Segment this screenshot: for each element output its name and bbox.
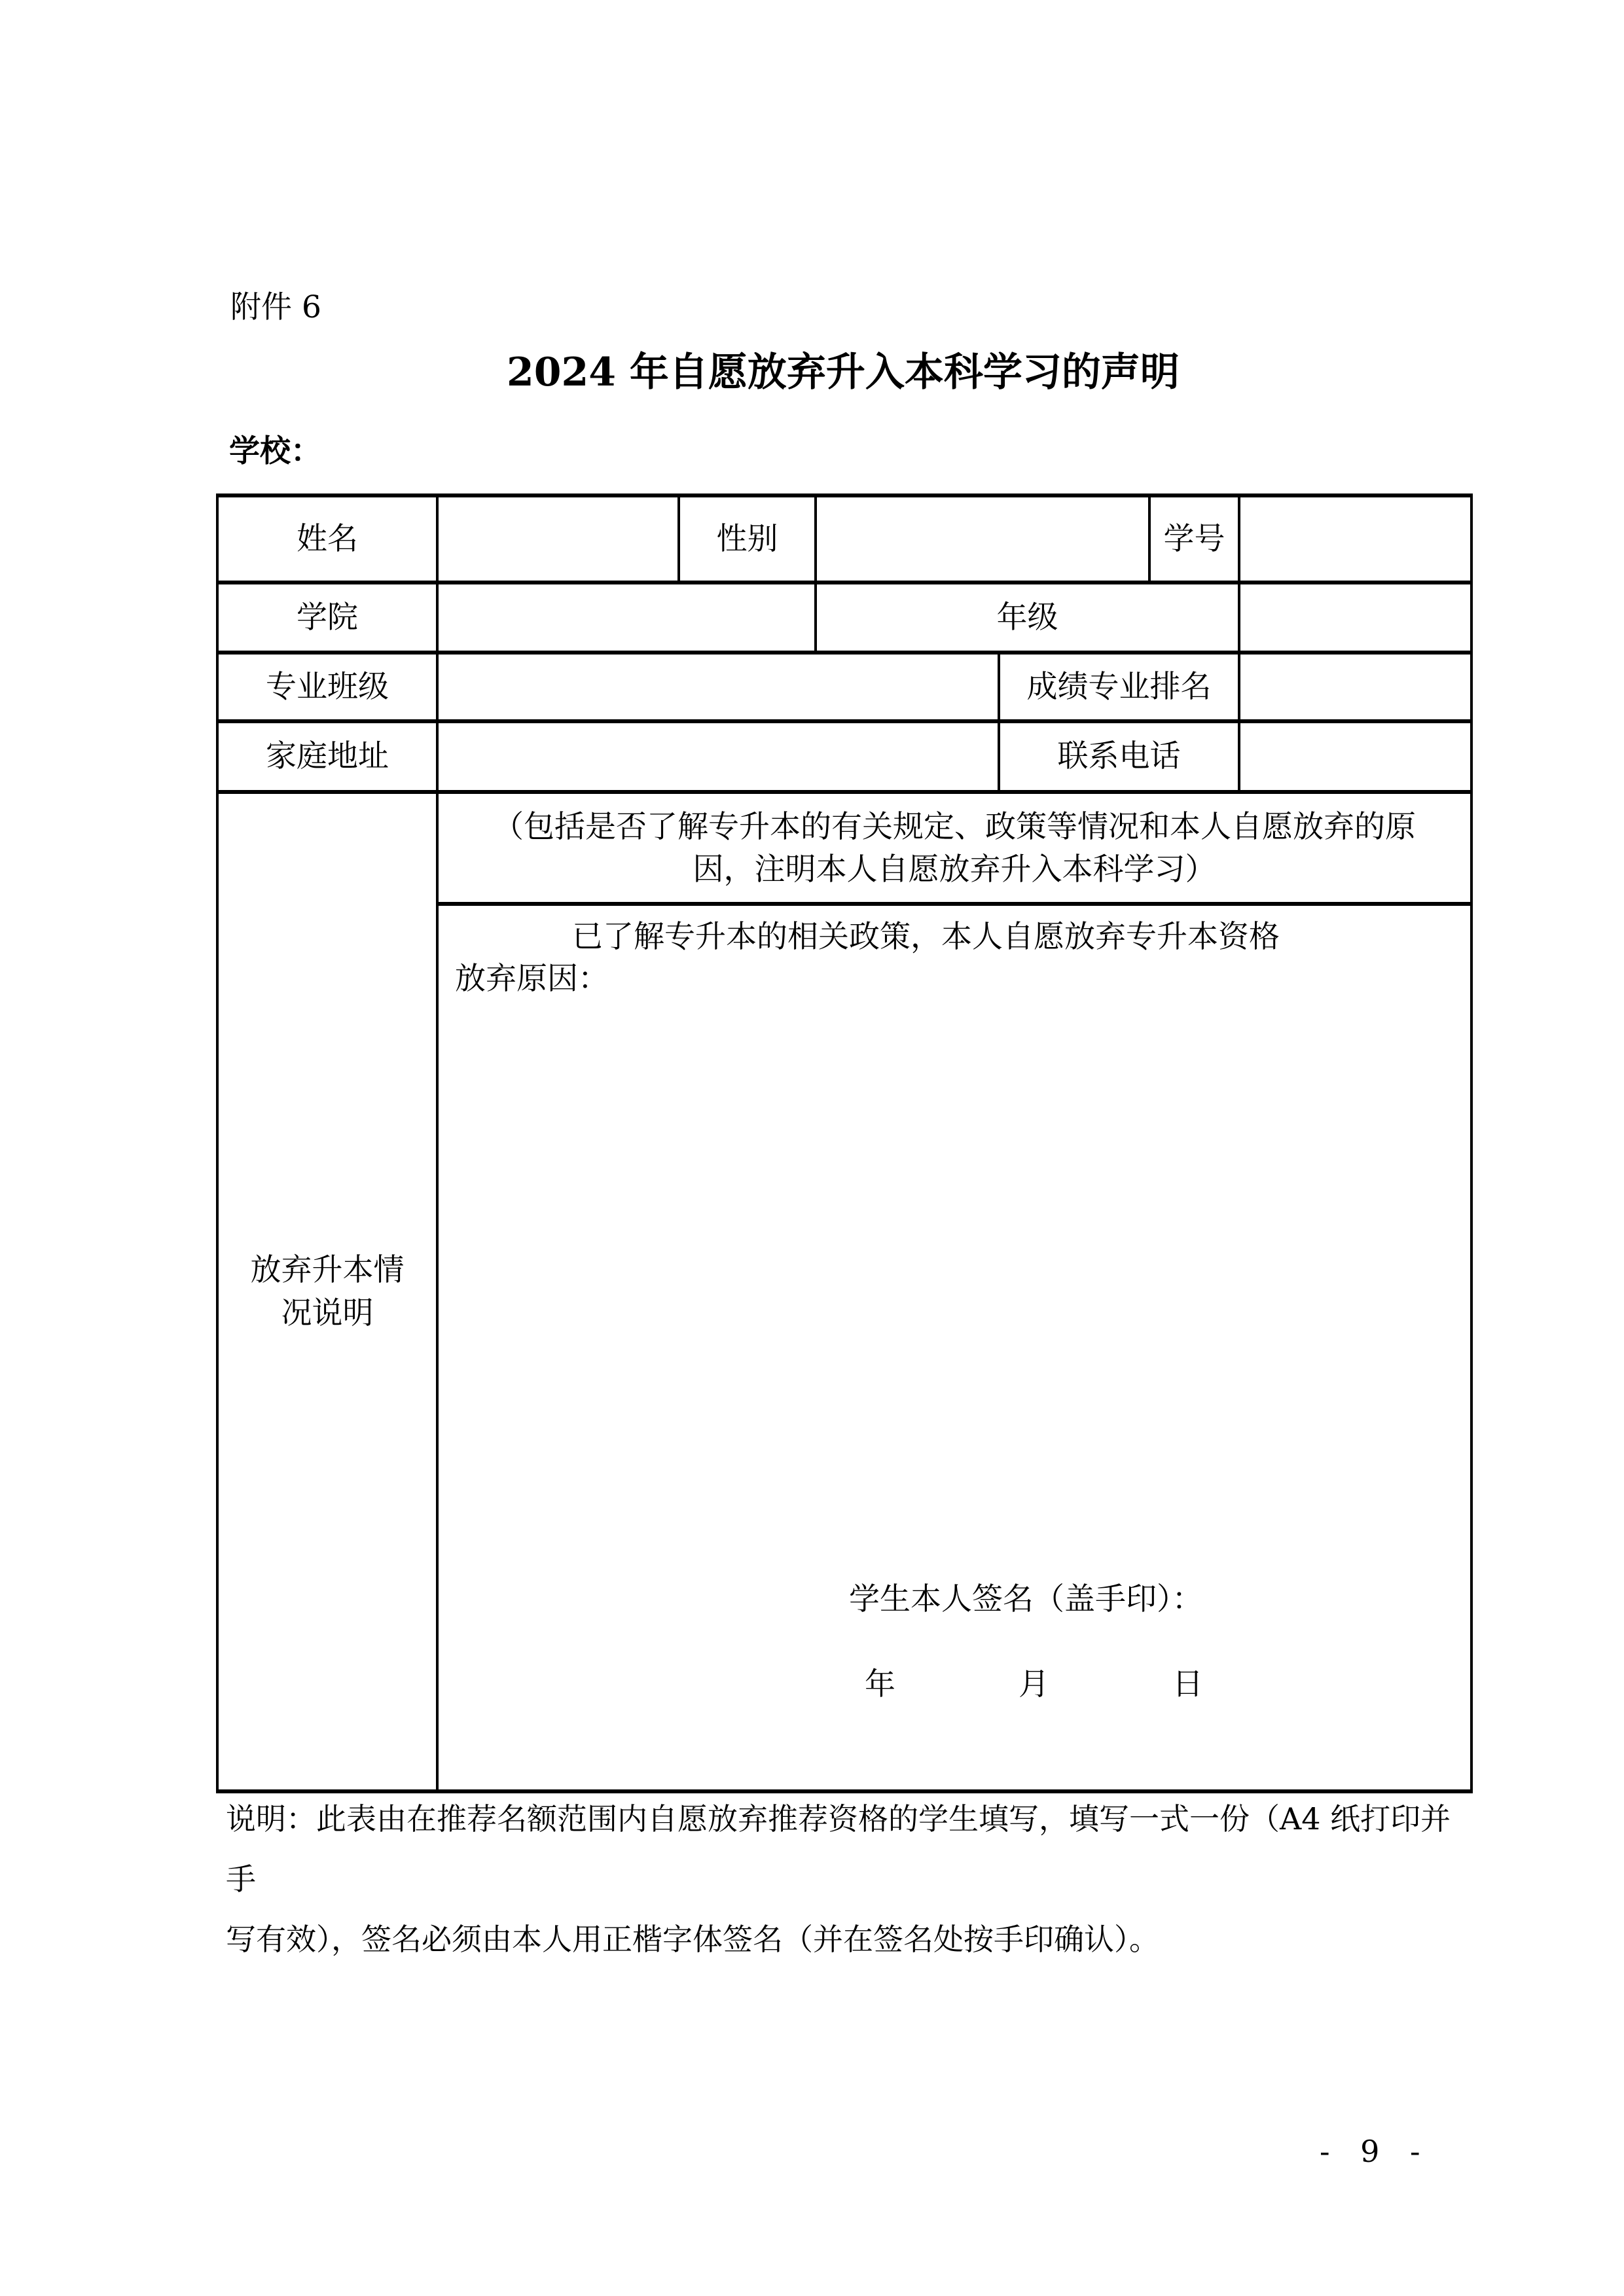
home-address-value-cell[interactable]	[437, 721, 999, 792]
major-class-value-cell[interactable]	[437, 653, 999, 721]
waiver-reason-label: 放弃原因：	[455, 961, 609, 997]
phone-value-cell[interactable]	[1239, 721, 1471, 792]
footnote-line-2: 写有效），签名必须由本人用正楷字体签名（并在签名处按手印确认）。	[226, 1922, 1159, 1957]
major-class-label-cell: 专业班级	[217, 653, 437, 721]
waiver-note-line-2: 因，注明本人自愿放弃升入本科学习）	[693, 851, 1216, 888]
page-title: 2024 年自愿放弃升入本科学习的声明	[507, 350, 1180, 395]
attachment-label: 附件 6	[230, 289, 321, 325]
table-row	[217, 792, 1471, 904]
table-row	[217, 721, 1471, 792]
waiver-section-label: 放弃升本情况说明	[250, 1251, 405, 1331]
grade-value-cell[interactable]	[1239, 583, 1471, 653]
waiver-statement: 已了解专升本的相关政策，本人自愿放弃专升本资格	[572, 919, 1280, 955]
table-row	[217, 653, 1471, 721]
major-rank-value-cell[interactable]	[1239, 653, 1471, 721]
name-label-cell: 姓名	[217, 495, 437, 583]
home-address-label-cell: 家庭地址	[217, 721, 437, 792]
student-id-value-cell[interactable]	[1239, 495, 1471, 583]
signature-label: 学生本人签名（盖手印）：	[849, 1581, 1203, 1617]
major-rank-label-cell: 成绩专业排名	[999, 653, 1239, 721]
name-value-cell[interactable]	[437, 495, 679, 583]
waiver-section-label-cell	[217, 792, 437, 1791]
college-value-cell[interactable]	[437, 583, 816, 653]
date-line: 年 月 日	[865, 1666, 1203, 1702]
footnote	[226, 1789, 1473, 1969]
waiver-note-line-1: （包括是否了解专升本的有关规定、政策等情况和本人自愿放弃的原	[493, 808, 1416, 845]
waiver-content-cell[interactable]	[437, 904, 1471, 1791]
student-info-table	[216, 493, 1473, 1793]
page-number: - 9 -	[1320, 2134, 1426, 2169]
school-label: 学校：	[229, 433, 321, 469]
table-row	[217, 583, 1471, 653]
gender-value-cell[interactable]	[816, 495, 1149, 583]
student-id-label-cell: 学号	[1149, 495, 1239, 583]
waiver-note-cell	[437, 792, 1471, 904]
gender-label-cell: 性别	[679, 495, 816, 583]
table-row	[217, 495, 1471, 583]
footnote-line-1: 说明：此表由在推荐名额范围内自愿放弃推荐资格的学生填写，填写一式一份（A4 纸打印并手	[226, 1801, 1451, 1897]
college-label-cell: 学院	[217, 583, 437, 653]
grade-label-cell: 年级	[816, 583, 1239, 653]
phone-label-cell: 联系电话	[999, 721, 1239, 792]
